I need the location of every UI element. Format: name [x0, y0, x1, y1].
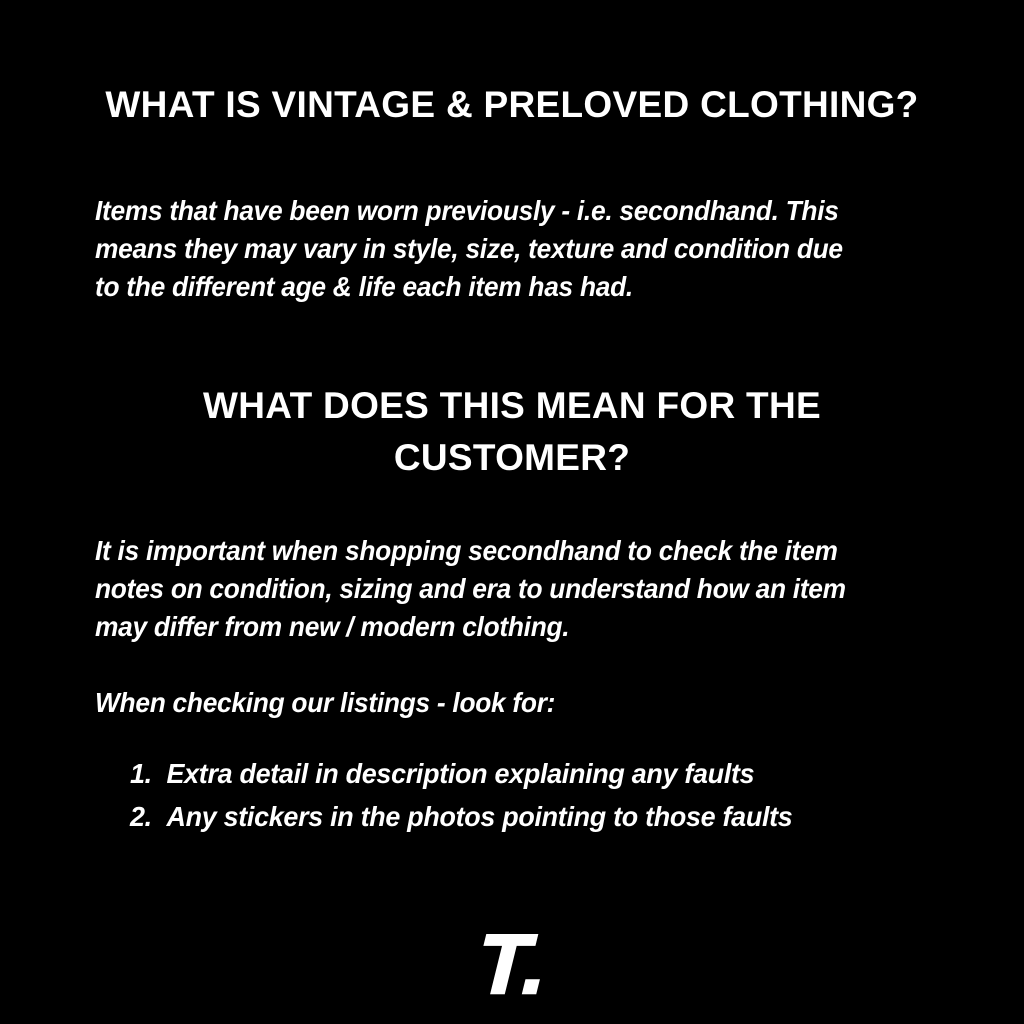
list-item	[130, 752, 988, 795]
paragraph-line: notes on condition, sizing and era to understand how an item	[95, 573, 846, 604]
intro-paragraph	[95, 192, 968, 306]
customer-info-paragraph	[95, 532, 968, 646]
sub-heading-line: WHAT DOES THIS MEAN FOR THE	[203, 385, 821, 426]
paragraph-line: Items that have been worn previously - i.e. secondhand. This	[95, 195, 839, 226]
list-item	[130, 795, 988, 838]
brand-logo	[0, 917, 1024, 1011]
listing-checklist	[130, 752, 988, 838]
paragraph-line: to the different age & life each item has had.	[95, 271, 633, 302]
list-item-text: Extra detail in description explaining any faults	[166, 758, 755, 789]
sub-heading	[0, 380, 1024, 484]
sub-heading-line: CUSTOMER?	[393, 437, 631, 478]
paragraph-line: When checking our listings - look for:	[95, 687, 556, 718]
paragraph-line: It is important when shopping secondhand to check the item	[95, 535, 838, 566]
lead-in-paragraph	[95, 684, 968, 722]
t-dot-logo-icon: T.	[475, 917, 549, 1011]
list-item-number: 1.	[130, 758, 152, 789]
paragraph-line: may differ from new / modern clothing.	[95, 611, 570, 642]
paragraph-line: means they may vary in style, size, texture and condition due	[95, 233, 843, 264]
main-heading: WHAT IS VINTAGE & PRELOVED CLOTHING?	[105, 84, 919, 125]
list-item-text: Any stickers in the photos pointing to those faults	[166, 801, 793, 832]
list-item-number: 2.	[130, 801, 152, 832]
